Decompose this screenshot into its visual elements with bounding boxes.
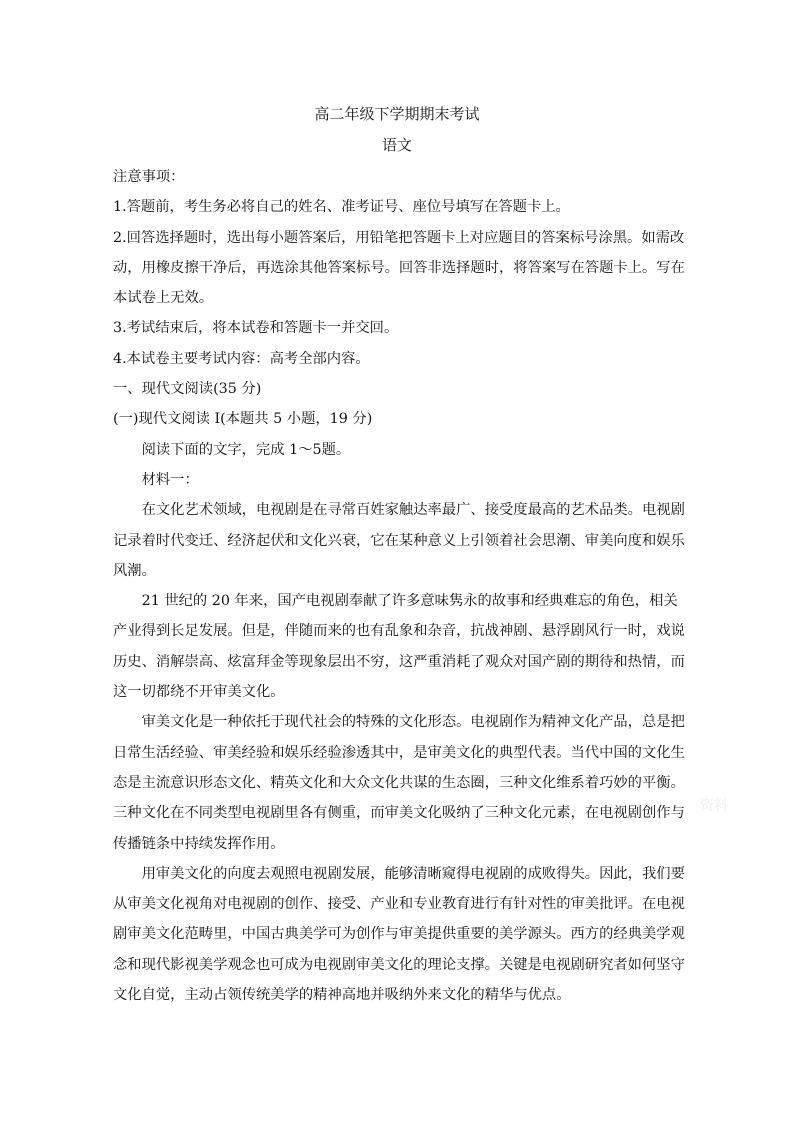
notice-item: 4.本试卷主要考试内容：高考全部内容。 <box>113 350 370 367</box>
reading-instruction: 阅读下面的文字，完成 1～5题。 <box>141 441 351 458</box>
passage-paragraph: 在文化艺术领域，电视剧是在寻常百姓家触达率最广、接受度最高的艺术品类。电视剧记录着时代变迁、经济起伏和文化兴衰，它在某种意义上引领着社会思潮、审美向度和娱乐风潮。 <box>113 502 685 579</box>
sub-section-heading: (一)现代文阅读 I(本题共 5 小题，19 分) <box>113 411 373 428</box>
notice-item: 1.答题前，考生务必将自己的姓名、准考证号、座位号填写在答题卡上。 <box>113 199 570 216</box>
material-label: 材料一： <box>141 471 199 488</box>
notice-item: 2.回答选择题时，选出每小题答案后，用铅笔把答题卡上对应题目的答案标号涂黑。如需改动，用橡皮擦干净后，再选涂其他答案标号。回答非选择题时，将答案写在答题卡上。写在本试卷上无效。 <box>113 229 685 307</box>
subject-title: 语文 <box>381 136 412 154</box>
section-heading: 一、现代文阅读(35 分) <box>113 381 262 398</box>
notice-heading: 注意事项： <box>113 169 185 185</box>
notice-item: 3.考试结束后，将本试卷和答题卡一并交回。 <box>113 320 399 337</box>
passage-paragraph: 用审美文化的向度去观照电视剧发展，能够清晰窥得电视剧的成败得失。因此，我们要从审美文化视角对电视剧的创作、接受、产业和专业教育进行有针对性的审美批评。在电视剧审美文化范畴里，中国古典美学可为创作与审美提供重要的美学源头。西方的经典美学观念和现代影视美学观念也可成为电视剧审美文化的理论支撑。关键是电视剧研究者如何坚守文化自觉，主动占领传统美学的精神高地并吸纳外来文化的精华与优点。 <box>113 865 685 1004</box>
passage-paragraph: 审美文化是一种依托于现代社会的特殊的文化形态。电视剧作为精神文化产品，总是把日常生活经验、审美经验和娱乐经验渗透其中，是审美文化的典型代表。当代中国的文化生态是主流意识形态文化、精英文化和大众文化共谋的生态圈，三种文化维系着巧妙的平衡。三种文化在不同类型电视剧里各有侧重，而审美文化吸纳了三种文化元素，在电视剧创作与传播链条中持续发挥作用。 <box>113 714 685 852</box>
passage-paragraph: 21 世纪的 20 年来，国产电视剧奉献了许多意味隽永的故事和经典难忘的角色，相关产业得到长足发展。但是，伴随而来的也有乱象和杂音，抗战神剧、悬浮剧风行一时，戏说历史、消解崇高、炫富拜金等现象层出不穷，这严重消耗了观众对国产剧的期待和热情，而这一切都绕不开审美文化。 <box>113 593 685 701</box>
watermark: 资料 <box>700 798 728 814</box>
exam-body <box>113 162 685 1010</box>
exam-title: 高二年级下学期期末考试 <box>314 105 480 123</box>
